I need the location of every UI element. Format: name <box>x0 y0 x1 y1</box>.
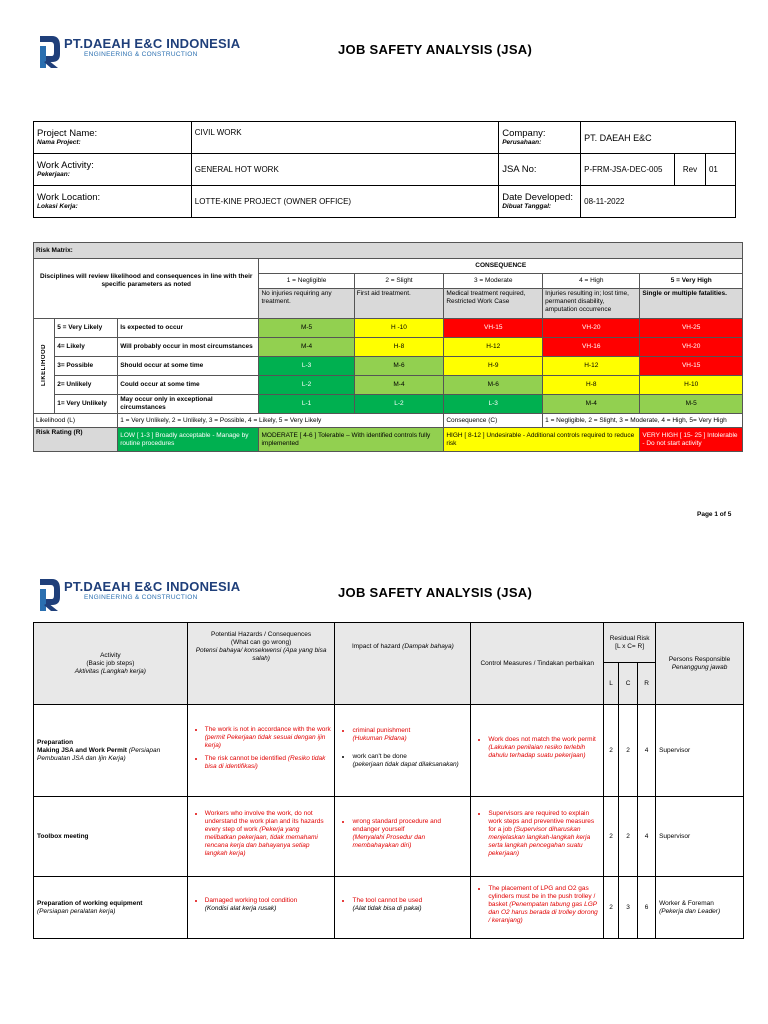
person-responsible-cell <box>656 877 744 939</box>
hazard-text: The risk cannot be identified <box>204 754 287 762</box>
header-activity-en: (Basic job steps) <box>86 659 135 667</box>
company-logo <box>38 34 241 74</box>
risk-cell: M-6 <box>354 357 444 376</box>
risk-value: 4 <box>638 705 656 797</box>
consequence-description: Single or multiple fatalities. <box>640 289 743 319</box>
work-location-value: LOTTE-KINE PROJECT (OWNER OFFICE) <box>191 186 498 218</box>
consequence-name: 3 = Moderate <box>444 274 543 289</box>
risk-cell: VH-15 <box>444 319 543 338</box>
header-person <box>656 623 744 705</box>
table-row <box>34 797 744 877</box>
risk-cell: M-4 <box>259 338 354 357</box>
activity-cell <box>34 877 188 939</box>
risk-matrix-table <box>33 242 743 452</box>
risk-matrix-intro: Disciplines will review likelihood and consequences in line with their specific parameters as noted <box>34 259 259 319</box>
date-developed-value: 08-11-2022 <box>581 186 736 218</box>
date-label-cell <box>499 186 581 218</box>
consequence-name: 2 = Slight <box>354 274 444 289</box>
risk-cell: H-12 <box>543 357 640 376</box>
header-activity-title: Activity <box>100 651 121 659</box>
company-value: PT. DAEAH E&C <box>581 122 736 154</box>
matrix-row <box>34 338 743 357</box>
likelihood-level: 4= Likely <box>55 338 118 357</box>
impact-translation: (Hukuman Pidana) <box>352 735 407 742</box>
project-name-value: CIVIL WORK <box>191 122 498 154</box>
consequence-value: 2 <box>619 797 638 877</box>
rating-high: HIGH [ 8-12 ] Undesirable - Additional controls required to reduce risk <box>444 428 640 452</box>
consequence-description: Injuries resulting in; lost time, permanent disability, amputation occurrence <box>543 289 640 319</box>
consequence-value: 3 <box>619 877 638 939</box>
risk-cell: H-10 <box>640 376 743 395</box>
list-item <box>488 736 600 760</box>
company-logo-icon <box>38 577 62 613</box>
control-text: Supervisors are required to explain work steps and preventive measures for a job <box>488 810 595 833</box>
person-responsible: Supervisor <box>656 705 744 797</box>
company-label-cell <box>499 122 581 154</box>
hazard-text: Damaged working tool condition <box>204 897 298 904</box>
activity-title: Toolbox meeting <box>37 832 89 840</box>
impact-translation: (Menyalahi Prosedur dan membahayakan diri) <box>352 834 426 849</box>
company-name: PT.DAEAH E&C INDONESIA <box>64 36 241 51</box>
consequence-key-text: 1 = Negligible, 2 = Slight, 3 = Moderate, 4 = High, 5= Very High <box>543 414 743 428</box>
person-responsible: Supervisor <box>656 797 744 877</box>
risk-cell: L-3 <box>259 357 354 376</box>
header-residual <box>604 623 656 663</box>
control-translation: (Supervisor diharuskan menjelaskan langkah-langkah kerja serta langkah pencegahan suatu pekerjaan) <box>488 826 591 857</box>
risk-cell: L-2 <box>259 376 354 395</box>
company-logo-icon <box>38 34 62 70</box>
likelihood-key-label: Likelihood (L) <box>34 414 118 428</box>
work-activity-value: GENERAL HOT WORK <box>191 154 498 186</box>
control-cell <box>471 877 604 939</box>
person-responsible: Worker & Foreman <box>659 899 714 907</box>
header-impact-id: (Dampak bahaya) <box>402 643 454 650</box>
likelihood-description: Will probably occur in most circumstances <box>118 338 259 357</box>
rev-label: Rev <box>675 154 706 186</box>
risk-cell: H-8 <box>543 376 640 395</box>
activity-translation: (Persiapan Pembuatan JSA dan Ijin Kerja) <box>37 746 161 762</box>
company-tagline: ENGINEERING & CONSTRUCTION <box>84 51 198 58</box>
likelihood-axis-text: LIKELIHOOD <box>41 343 48 386</box>
likelihood-value: 2 <box>604 877 619 939</box>
rev-value: 01 <box>705 154 735 186</box>
company-tagline: ENGINEERING & CONSTRUCTION <box>84 594 198 601</box>
likelihood-level: 2= Unlikely <box>55 376 118 395</box>
impact-translation: (pekerjaan tidak dapat dilaksanakan) <box>352 761 459 768</box>
risk-cell: M-4 <box>543 395 640 414</box>
date-developed-label: Date Developed: <box>502 191 573 203</box>
consequence-name: 1 = Negligible <box>259 274 354 289</box>
activity-title: Preparation of working equipment <box>37 899 143 907</box>
project-name-label: Project Name: <box>37 127 98 139</box>
hazard-cell <box>187 797 335 877</box>
hazard-translation: (Kondisi alat kerja rusak) <box>204 905 277 912</box>
activity-cell <box>34 797 188 877</box>
hazard-text: Workers who involve the work, do not understand the work plan and its hazards every step of work <box>204 810 324 833</box>
page-title: JOB SAFETY ANALYSIS (JSA) <box>338 42 533 57</box>
risk-cell: H-9 <box>444 357 543 376</box>
risk-cell: H -10 <box>354 319 444 338</box>
risk-cell: L-1 <box>259 395 354 414</box>
hazard-translation: (permit Pekerjaan tidak sesuai dengan ijin kerja) <box>204 733 326 749</box>
likelihood-description: Should occur at some time <box>118 357 259 376</box>
likelihood-value: 2 <box>604 797 619 877</box>
activity-cell <box>34 705 188 797</box>
rating-moderate: MODERATE [ 4-6 ] Tolerable – With identified controls fully implemented <box>259 428 444 452</box>
header-person-id: Penanggung jawab <box>671 663 728 671</box>
control-cell <box>471 705 604 797</box>
risk-cell: VH-25 <box>640 319 743 338</box>
impact-cell <box>335 877 471 939</box>
risk-cell: M-6 <box>444 376 543 395</box>
consequence-key-label: Consequence (C) <box>444 414 543 428</box>
header-hazard-title: Potential Hazards / Consequences <box>211 631 312 638</box>
control-translation: (Penempatan tabung gas LGP dan O2 harus berada di trolley dorong / keranjang) <box>488 901 598 924</box>
risk-cell: VH-16 <box>543 338 640 357</box>
work-location-sublabel: Lokasi Kerja: <box>37 202 78 210</box>
matrix-row <box>34 357 743 376</box>
control-translation: (Lakukan penilaian resiko terlebih dahulu terhadap suatu pekerjaan) <box>488 744 586 759</box>
impact-translation: (Alat tidak bisa di pakai) <box>352 905 422 912</box>
hazard-text: The work is not in accordance with the work <box>204 725 331 733</box>
consequence-description: Medical treatment required, Restricted Work Case <box>444 289 543 319</box>
header-hazard <box>187 623 335 705</box>
list-item <box>352 727 467 743</box>
likelihood-level: 3= Possible <box>55 357 118 376</box>
table-row <box>34 705 744 797</box>
header-activity-id: Aktivitas (Langkah kerja) <box>74 667 146 675</box>
page-title-2: JOB SAFETY ANALYSIS (JSA) <box>338 585 533 600</box>
rating-low: LOW [ 1-3 ] Broadly acceptable - Manage by routine procedures <box>118 428 259 452</box>
risk-cell: VH-20 <box>543 319 640 338</box>
header-r: R <box>638 663 656 705</box>
risk-cell: VH-15 <box>640 357 743 376</box>
matrix-row <box>34 376 743 395</box>
list-item <box>488 810 600 858</box>
likelihood-description: May occur only in exceptional circumstances <box>118 395 259 414</box>
consequence-name: 5 = Very High <box>640 274 743 289</box>
company-name: PT.DAEAH E&C INDONESIA <box>64 579 241 594</box>
hazard-translation: (Pekerja yang melibatkan pekerjaan, tidak memahami rencana kerja dan bahayanya setiap langkah kerja) <box>204 826 318 857</box>
person-responsible-translation: (Pekerja dan Leader) <box>659 907 721 915</box>
risk-cell: M-5 <box>259 319 354 338</box>
likelihood-description: Could occur at some time <box>118 376 259 395</box>
header-hazard-id: Potensi bahaya/ konsekwensi (Apa yang bisa salah) <box>195 647 327 662</box>
activity-title: Preparation <box>37 738 74 746</box>
header-control: Control Measures / Tindakan perbaikan <box>471 623 604 705</box>
hazard-cell <box>187 705 335 797</box>
company-sublabel: Perusahaan: <box>502 138 542 146</box>
control-cell <box>471 797 604 877</box>
header-impact-title: Impact of hazard <box>351 643 401 650</box>
impact-text: The tool cannot be used <box>352 897 423 904</box>
matrix-row <box>34 395 743 414</box>
header-residual-formula: [L x C= R] <box>615 642 645 650</box>
consequence-description: First aid treatment. <box>354 289 444 319</box>
list-item <box>205 726 332 750</box>
consequence-name: 4 = High <box>543 274 640 289</box>
impact-text: wrong standard procedure and endanger yourself <box>352 818 442 833</box>
jsa-no-value: P-FRM-JSA-DEC-005 <box>581 154 675 186</box>
risk-cell: VH-20 <box>640 338 743 357</box>
header-l: L <box>604 663 619 705</box>
list-item <box>205 810 332 858</box>
matrix-row <box>34 319 743 338</box>
consequence-value: 2 <box>619 705 638 797</box>
project-info-table <box>33 121 736 218</box>
work-activity-label-cell <box>34 154 192 186</box>
company-logo-page2 <box>38 577 241 617</box>
risk-cell: M-4 <box>354 376 444 395</box>
likelihood-level: 5 = Very Likely <box>55 319 118 338</box>
header-activity <box>34 623 188 705</box>
activity-subtitle: Making JSA and Work Permit <box>37 746 127 754</box>
hazard-cell <box>187 877 335 939</box>
consequence-description: No injuries requiring any treatment. <box>259 289 354 319</box>
company-label: Company: <box>502 127 546 139</box>
table-row <box>34 877 744 939</box>
header-impact <box>335 623 471 705</box>
risk-rating-label: Risk Rating (R) <box>34 428 118 452</box>
likelihood-axis-label <box>34 319 55 414</box>
risk-cell: M-5 <box>640 395 743 414</box>
control-text: The placement of LPG and O2 gas cylinders must be in the push trolley / basket <box>488 885 596 908</box>
control-text: Work does not match the work permit <box>488 736 596 743</box>
jsa-no-label: JSA No: <box>499 154 581 186</box>
impact-cell <box>335 797 471 877</box>
page-number: Page 1 of 5 <box>697 511 732 518</box>
work-activity-sublabel: Pekerjaan: <box>37 170 70 178</box>
date-developed-sublabel: Dibuat Tanggal: <box>502 202 552 210</box>
project-name-label-cell <box>34 122 192 154</box>
likelihood-key-text: 1 = Very Unlikely, 2 = Unlikely, 3 = Possible, 4 = Likely, 5 = Very Likely <box>118 414 444 428</box>
impact-cell <box>335 705 471 797</box>
likelihood-description: Is expected to occur <box>118 319 259 338</box>
risk-cell: L-3 <box>444 395 543 414</box>
activity-detail <box>37 747 184 763</box>
risk-cell: H-12 <box>444 338 543 357</box>
list-item <box>352 818 467 850</box>
list-item <box>488 885 600 925</box>
list-item <box>205 897 332 913</box>
risk-matrix-title: Risk Matrix: <box>34 243 743 259</box>
matrix-body <box>34 319 743 414</box>
activity-translation: (Persiapan peralatan kerja) <box>37 907 116 915</box>
work-activity-label: Work Activity: <box>37 159 94 171</box>
jsa-table <box>33 622 744 939</box>
risk-cell: L-2 <box>354 395 444 414</box>
header-person-title: Persons Responsible <box>668 655 731 663</box>
list-item <box>352 753 467 769</box>
impact-text: work can't be done <box>352 753 407 760</box>
risk-value: 6 <box>638 877 656 939</box>
likelihood-level: 1= Very Unlikely <box>55 395 118 414</box>
impact-text: criminal punishment <box>352 727 411 734</box>
risk-value: 4 <box>638 797 656 877</box>
list-item <box>205 755 332 771</box>
rating-very-high: VERY HIGH [ 15- 25 ] Intolerable - Do not start activity <box>640 428 743 452</box>
project-name-sublabel: Nama Project: <box>37 138 81 146</box>
list-item <box>352 897 467 913</box>
hazard-translation: (Resiko tidak bisa di identifikasi) <box>204 754 326 770</box>
header-residual-title: Residual Risk <box>609 634 650 642</box>
work-location-label-cell <box>34 186 192 218</box>
header-c: C <box>619 663 638 705</box>
work-location-label: Work Location: <box>37 191 101 203</box>
likelihood-value: 2 <box>604 705 619 797</box>
consequence-header: CONSEQUENCE <box>259 259 743 274</box>
header-hazard-en: (What can go wrong) <box>230 639 292 646</box>
risk-cell: H-8 <box>354 338 444 357</box>
